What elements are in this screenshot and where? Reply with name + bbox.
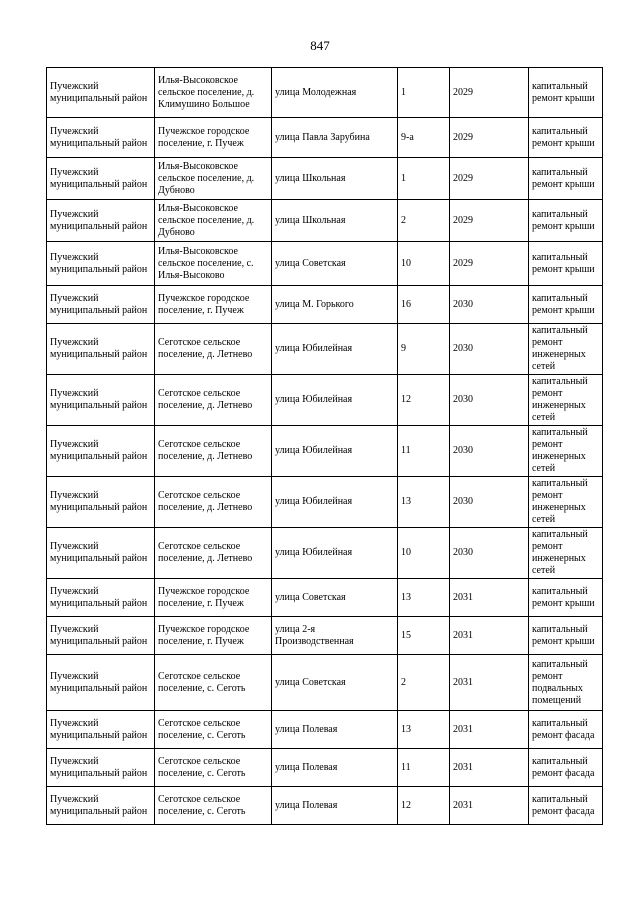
- work-type-cell: капитальный ремонт крыши: [529, 158, 603, 200]
- street-cell: улица Советская: [272, 655, 398, 711]
- work-type-cell: капитальный ремонт крыши: [529, 617, 603, 655]
- year-cell: 2031: [450, 617, 529, 655]
- settlement-cell: Сеготское сельское поселение, д. Летнево: [155, 324, 272, 375]
- settlement-cell: Сеготское сельское поселение, д. Летнево: [155, 375, 272, 426]
- work-type-cell: капитальный ремонт крыши: [529, 200, 603, 242]
- table-row: [47, 787, 603, 825]
- table-body: [47, 68, 603, 825]
- work-type-cell: капитальный ремонт фасада: [529, 787, 603, 825]
- street-cell: улица Советская: [272, 242, 398, 286]
- table-row: [47, 711, 603, 749]
- repair-schedule-table: [46, 67, 603, 825]
- settlement-cell: Пучежское городское поселение, г. Пучеж: [155, 579, 272, 617]
- year-cell: 2030: [450, 477, 529, 528]
- street-cell: улица М. Горького: [272, 286, 398, 324]
- district-cell: Пучежский муниципальный район: [47, 655, 155, 711]
- house-number-cell: 11: [398, 749, 450, 787]
- district-cell: Пучежский муниципальный район: [47, 118, 155, 158]
- street-cell: улица Юбилейная: [272, 426, 398, 477]
- table-row: [47, 375, 603, 426]
- work-type-cell: капитальный ремонт инженерных сетей: [529, 477, 603, 528]
- district-cell: Пучежский муниципальный район: [47, 749, 155, 787]
- house-number-cell: 12: [398, 375, 450, 426]
- house-number-cell: 10: [398, 528, 450, 579]
- work-type-cell: капитальный ремонт крыши: [529, 118, 603, 158]
- work-type-cell: капитальный ремонт инженерных сетей: [529, 426, 603, 477]
- table-row: [47, 242, 603, 286]
- table-row: [47, 477, 603, 528]
- district-cell: Пучежский муниципальный район: [47, 579, 155, 617]
- district-cell: Пучежский муниципальный район: [47, 477, 155, 528]
- year-cell: 2030: [450, 286, 529, 324]
- settlement-cell: Илья-Высоковское сельское поселение, д. Дубново: [155, 158, 272, 200]
- year-cell: 2029: [450, 68, 529, 118]
- district-cell: Пучежский муниципальный район: [47, 426, 155, 477]
- house-number-cell: 2: [398, 655, 450, 711]
- table-row: [47, 528, 603, 579]
- work-type-cell: капитальный ремонт инженерных сетей: [529, 528, 603, 579]
- work-type-cell: капитальный ремонт крыши: [529, 242, 603, 286]
- house-number-cell: 1: [398, 68, 450, 118]
- page-number: 847: [310, 38, 330, 53]
- work-type-cell: капитальный ремонт крыши: [529, 579, 603, 617]
- table-row: [47, 324, 603, 375]
- settlement-cell: Пучежское городское поселение, г. Пучеж: [155, 617, 272, 655]
- street-cell: улица Полевая: [272, 787, 398, 825]
- work-type-cell: капитальный ремонт инженерных сетей: [529, 324, 603, 375]
- settlement-cell: Илья-Высоковское сельское поселение, д. Дубново: [155, 200, 272, 242]
- table-row: [47, 426, 603, 477]
- year-cell: 2030: [450, 528, 529, 579]
- settlement-cell: Пучежское городское поселение, г. Пучеж: [155, 286, 272, 324]
- settlement-cell: Сеготское сельское поселение, д. Летнево: [155, 477, 272, 528]
- district-cell: Пучежский муниципальный район: [47, 617, 155, 655]
- street-cell: улица Школьная: [272, 158, 398, 200]
- work-type-cell: капитальный ремонт крыши: [529, 286, 603, 324]
- street-cell: улица Юбилейная: [272, 375, 398, 426]
- house-number-cell: 13: [398, 579, 450, 617]
- table-row: [47, 579, 603, 617]
- table-row: [47, 158, 603, 200]
- work-type-cell: капитальный ремонт фасада: [529, 749, 603, 787]
- settlement-cell: Сеготское сельское поселение, с. Сеготь: [155, 749, 272, 787]
- settlement-cell: Сеготское сельское поселение, д. Летнево: [155, 426, 272, 477]
- house-number-cell: 16: [398, 286, 450, 324]
- work-type-cell: капитальный ремонт подвальных помещений: [529, 655, 603, 711]
- street-cell: улица 2-я Производственная: [272, 617, 398, 655]
- settlement-cell: Сеготское сельское поселение, с. Сеготь: [155, 711, 272, 749]
- settlement-cell: Сеготское сельское поселение, с. Сеготь: [155, 787, 272, 825]
- year-cell: 2031: [450, 655, 529, 711]
- table-row: [47, 118, 603, 158]
- work-type-cell: капитальный ремонт фасада: [529, 711, 603, 749]
- year-cell: 2031: [450, 579, 529, 617]
- street-cell: улица Юбилейная: [272, 528, 398, 579]
- settlement-cell: Пучежское городское поселение, г. Пучеж: [155, 118, 272, 158]
- district-cell: Пучежский муниципальный район: [47, 711, 155, 749]
- work-type-cell: капитальный ремонт крыши: [529, 68, 603, 118]
- year-cell: 2029: [450, 200, 529, 242]
- year-cell: 2031: [450, 787, 529, 825]
- house-number-cell: 11: [398, 426, 450, 477]
- district-cell: Пучежский муниципальный район: [47, 286, 155, 324]
- street-cell: улица Павла Зарубина: [272, 118, 398, 158]
- table-row: [47, 68, 603, 118]
- table-row: [47, 655, 603, 711]
- street-cell: улица Юбилейная: [272, 324, 398, 375]
- street-cell: улица Советская: [272, 579, 398, 617]
- street-cell: улица Полевая: [272, 749, 398, 787]
- house-number-cell: 9-а: [398, 118, 450, 158]
- work-type-cell: капитальный ремонт инженерных сетей: [529, 375, 603, 426]
- table-row: [47, 200, 603, 242]
- year-cell: 2029: [450, 158, 529, 200]
- settlement-cell: Илья-Высоковское сельское поселение, с. Илья-Высоково: [155, 242, 272, 286]
- house-number-cell: 12: [398, 787, 450, 825]
- year-cell: 2031: [450, 749, 529, 787]
- district-cell: Пучежский муниципальный район: [47, 200, 155, 242]
- year-cell: 2031: [450, 711, 529, 749]
- settlement-cell: Илья-Высоковское сельское поселение, д. Климушино Большое: [155, 68, 272, 118]
- settlement-cell: Сеготское сельское поселение, с. Сеготь: [155, 655, 272, 711]
- house-number-cell: 10: [398, 242, 450, 286]
- street-cell: улица Юбилейная: [272, 477, 398, 528]
- house-number-cell: 2: [398, 200, 450, 242]
- district-cell: Пучежский муниципальный район: [47, 68, 155, 118]
- district-cell: Пучежский муниципальный район: [47, 528, 155, 579]
- house-number-cell: 9: [398, 324, 450, 375]
- street-cell: улица Молодежная: [272, 68, 398, 118]
- house-number-cell: 15: [398, 617, 450, 655]
- district-cell: Пучежский муниципальный район: [47, 324, 155, 375]
- settlement-cell: Сеготское сельское поселение, д. Летнево: [155, 528, 272, 579]
- table-row: [47, 286, 603, 324]
- district-cell: Пучежский муниципальный район: [47, 242, 155, 286]
- house-number-cell: 13: [398, 711, 450, 749]
- table-row: [47, 617, 603, 655]
- street-cell: улица Полевая: [272, 711, 398, 749]
- year-cell: 2030: [450, 375, 529, 426]
- district-cell: Пучежский муниципальный район: [47, 158, 155, 200]
- year-cell: 2030: [450, 324, 529, 375]
- street-cell: улица Школьная: [272, 200, 398, 242]
- table-row: [47, 749, 603, 787]
- district-cell: Пучежский муниципальный район: [47, 787, 155, 825]
- house-number-cell: 13: [398, 477, 450, 528]
- year-cell: 2029: [450, 118, 529, 158]
- house-number-cell: 1: [398, 158, 450, 200]
- year-cell: 2030: [450, 426, 529, 477]
- district-cell: Пучежский муниципальный район: [47, 375, 155, 426]
- year-cell: 2029: [450, 242, 529, 286]
